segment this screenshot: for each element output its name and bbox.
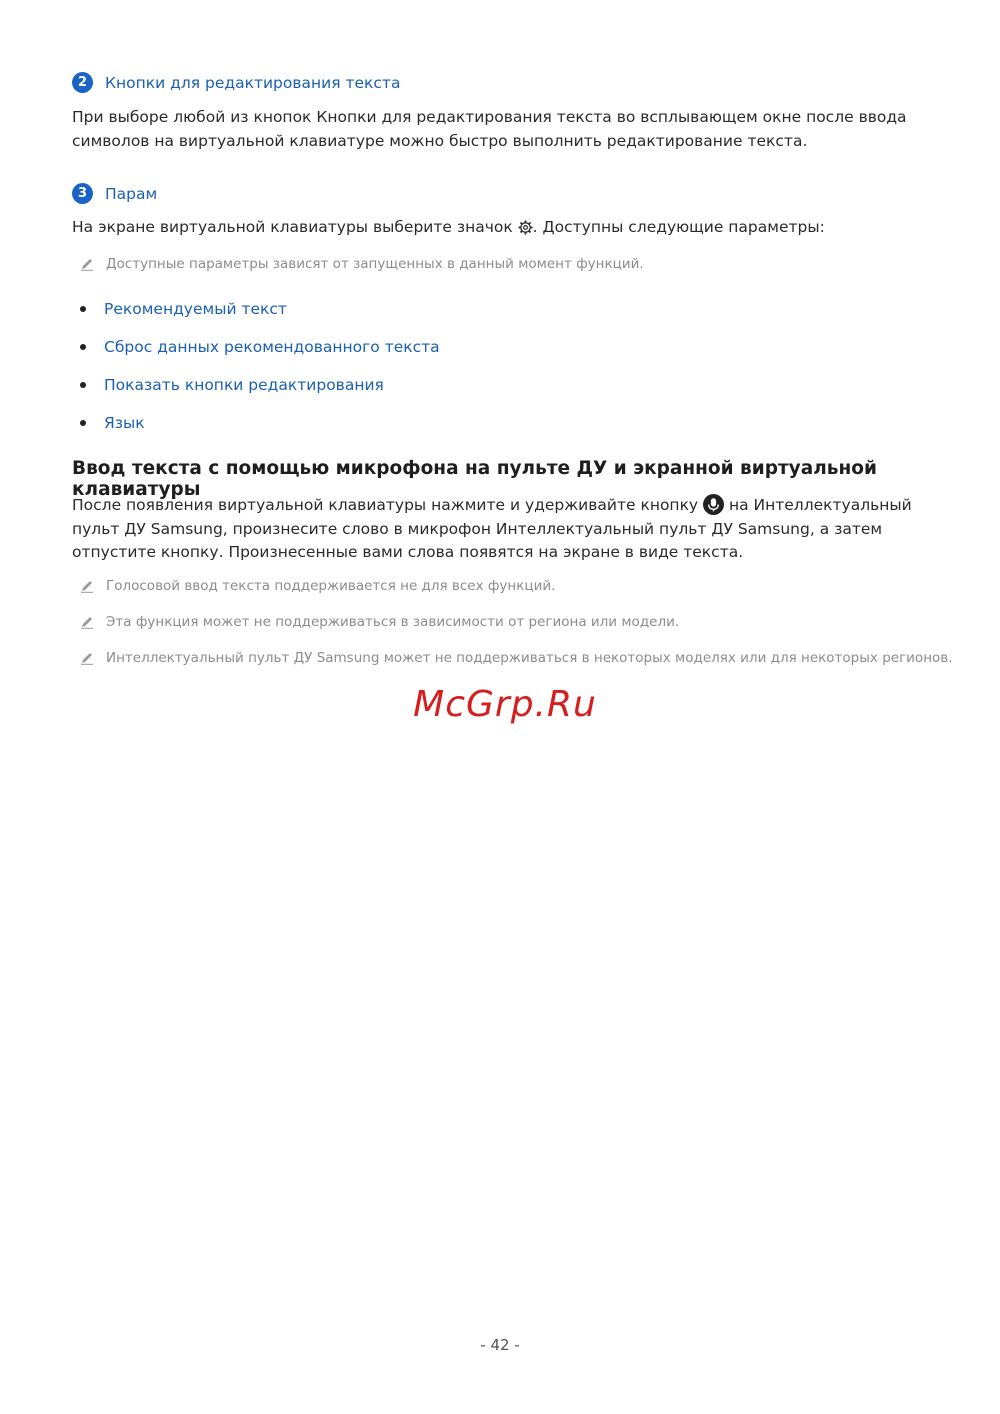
bullet-dot <box>80 344 86 350</box>
watermark-logo: McGrp.Ru <box>413 684 597 725</box>
option-label: Рекомендуемый текст <box>104 300 287 318</box>
section-2-title: Кнопки для редактирования текста <box>105 73 401 92</box>
bullet-dot <box>80 382 86 388</box>
voice-note-text: Голосовой ввод текста поддерживается не для всех функций. <box>106 578 556 594</box>
pencil-note-icon <box>80 615 94 629</box>
voice-body-before: После появления виртуальной клавиатуры нажмите и удерживайте кнопку <box>72 496 704 514</box>
list-item <box>80 328 440 366</box>
voice-body-after: на Интеллектуальный пульт ДУ Samsung, произнесите слово в микрофон Интеллектуальный пульт ДУ Samsung, а затем отпустите кнопку. Произнесенные вами слова появятся на экране в виде текста. <box>72 496 912 561</box>
section-3-number-badge: 3 <box>72 183 93 204</box>
section-3-intro-after: . Доступны следующие параметры: <box>532 218 825 236</box>
section-2-number-badge: 2 <box>72 72 93 93</box>
section-3-note-text: Доступные параметры зависят от запущенных в данный момент функций. <box>106 256 644 272</box>
option-label: Показать кнопки редактирования <box>104 376 384 394</box>
pencil-note-icon <box>80 579 94 593</box>
section-3-intro-before: На экране виртуальной клавиатуры выберите значок <box>72 218 518 236</box>
gear-icon <box>518 220 533 235</box>
voice-input-heading: Ввод текста с помощью микрофона на пульте ДУ и экранной виртуальной клавиатуры <box>72 458 877 500</box>
section-3-note <box>80 256 644 272</box>
voice-note-2 <box>80 614 679 630</box>
list-item <box>80 404 440 442</box>
bullet-dot <box>80 306 86 312</box>
section-2-body: При выборе любой из кнопок Кнопки для редактирования текста во всплывающем окне после ввода символов на виртуальной клавиатуре можно быстро выполнить редактирование текста. <box>72 108 907 150</box>
voice-note-1 <box>80 578 555 594</box>
voice-note-text: Интеллектуальный пульт ДУ Samsung может не поддерживаться в некоторых моделях или для некоторых регионов. <box>106 650 953 666</box>
option-label: Сброс данных рекомендованного текста <box>104 338 440 356</box>
list-item <box>80 366 440 404</box>
option-label: Язык <box>104 414 145 432</box>
section-2-header <box>72 72 400 93</box>
section-3-title: Парам <box>105 184 158 203</box>
microphone-icon <box>703 494 724 515</box>
section-3-intro <box>72 216 937 240</box>
pencil-note-icon <box>80 257 94 271</box>
voice-note-text: Эта функция может не поддерживаться в зависимости от региона или модели. <box>106 614 680 630</box>
list-item <box>80 290 440 328</box>
options-list <box>80 290 440 442</box>
page-number: - 42 - <box>480 1336 520 1354</box>
bullet-dot <box>80 420 86 426</box>
voice-input-body <box>72 494 937 565</box>
voice-note-3 <box>80 650 953 666</box>
section-3-header <box>72 183 157 204</box>
pencil-note-icon <box>80 651 94 665</box>
